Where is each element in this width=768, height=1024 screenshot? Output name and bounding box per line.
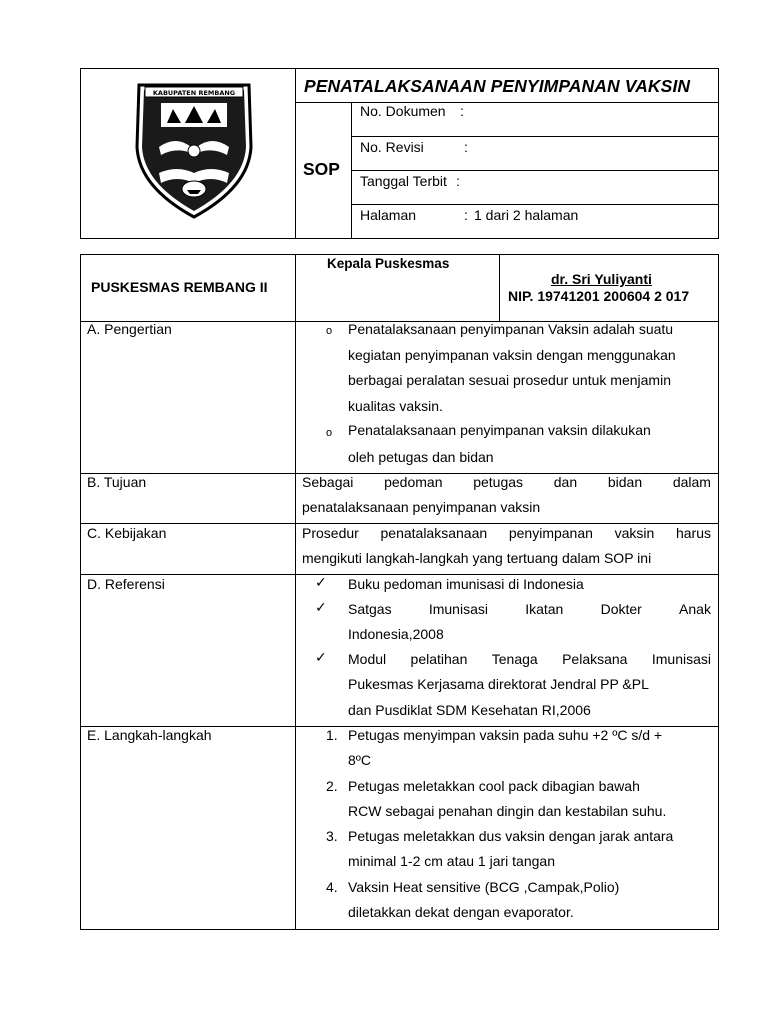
meta-sep: : [464, 207, 468, 223]
meta-sep: : [464, 139, 468, 155]
meta-sep: : [456, 173, 460, 189]
word: Anak [679, 601, 711, 617]
word: petugas [473, 474, 524, 490]
step-number: 3. [326, 828, 338, 844]
word: Satgas [348, 601, 392, 617]
meta-row-no-revisi [352, 137, 718, 171]
document-title-row [296, 69, 718, 103]
section-e-label: E. Langkah-langkah [87, 727, 212, 743]
section-c-line [302, 525, 711, 541]
svg-text:KABUPATEN REMBANG: KABUPATEN REMBANG [152, 89, 236, 97]
meta-label: Halaman [360, 207, 417, 223]
step-number: 2. [326, 778, 338, 794]
reference-item: Buku pedoman imunisasi di Indonesia [348, 576, 584, 592]
step-line: Petugas menyimpan vaksin pada suhu +2 ºC s/d + [348, 727, 663, 743]
word: pedoman [384, 474, 443, 490]
step-line: Vaksin Heat sensitive (BCG ,Campak,Polio) [348, 879, 620, 895]
sop-cell [296, 103, 352, 238]
word: dan [553, 474, 578, 490]
section-a-line: kegiatan penyimpanan vaksin dengan menggunakan [348, 347, 676, 363]
section-d-label: D. Referensi [87, 576, 165, 592]
row-divider [81, 523, 718, 524]
step-number: 4. [326, 879, 338, 895]
word: Sebagai [302, 474, 354, 490]
section-a-line: Penatalaksanaan penyimpanan vaksin dilakukan [348, 422, 651, 438]
signer-position: Kepala Puskesmas [327, 256, 450, 271]
word: pelatihan [410, 651, 468, 667]
word: dalam [672, 474, 711, 490]
word: Ikatan [525, 601, 564, 617]
section-b-label: B. Tujuan [87, 474, 147, 490]
document-header [80, 68, 719, 239]
kabupaten-rembang-emblem-icon [81, 69, 296, 238]
signature-divider [499, 255, 500, 321]
reference-item-cont: Pukesmas Kerjasama direktorat Jendral PP &PL [348, 676, 649, 692]
word: harus [675, 525, 711, 541]
meta-row-halaman [352, 205, 718, 238]
step-line: 8ºC [348, 752, 372, 768]
checkmark-icon: ✓ [315, 599, 327, 615]
reference-item-cont: dan Pusdiklat SDM Kesehatan RI,2006 [348, 702, 591, 718]
sop-content-table [80, 254, 719, 930]
reference-item-cont: Indonesia,2008 [348, 626, 444, 642]
section-a-line: oleh petugas dan bidan [348, 449, 494, 465]
step-line: diletakkan dekat dengan evaporator. [348, 904, 574, 920]
step-line: Petugas meletakkan dus vaksin dengan jarak antara [348, 828, 674, 844]
step-number: 1. [326, 727, 338, 743]
checkmark-icon: ✓ [315, 649, 327, 665]
reference-item [348, 601, 711, 617]
step-line: Petugas meletakkan cool pack dibagian bawah [348, 778, 640, 794]
checkmark-icon: ✓ [315, 574, 327, 590]
meta-label: No. Dokumen [360, 103, 446, 119]
word: penyimpanan [508, 525, 593, 541]
section-c-line: mengikuti langkah-langkah yang tertuang dalam SOP ini [302, 550, 652, 566]
reference-item [348, 651, 711, 667]
signer-name: dr. Sri Yuliyanti [551, 271, 652, 287]
meta-row-tanggal-terbit [352, 171, 718, 205]
column-divider [295, 255, 296, 929]
meta-label: No. Revisi [360, 139, 424, 155]
word: bidan [607, 474, 643, 490]
step-line: RCW sebagai penahan dingin dan kestabilan suhu. [348, 803, 667, 819]
word: vaksin [614, 525, 655, 541]
document-title: PENATALAKSANAAN PENYIMPANAN VAKSIN [304, 76, 691, 96]
document-meta [352, 103, 718, 238]
word: Imunisasi [651, 651, 711, 667]
meta-label: Tanggal Terbit [360, 173, 447, 189]
row-divider [81, 574, 718, 575]
word: Prosedur [302, 525, 359, 541]
section-c-label: C. Kebijakan [87, 525, 167, 541]
step-line: minimal 1-2 cm atau 1 jari tangan [348, 853, 555, 869]
meta-value: 1 dari 2 halaman [474, 207, 579, 223]
bullet-icon: o [326, 427, 333, 439]
section-b-line: penatalaksanaan penyimpanan vaksin [302, 499, 541, 515]
word: Pelaksana [562, 651, 628, 667]
meta-sep: : [460, 103, 464, 119]
word: penatalaksanaan [380, 525, 488, 541]
institution-name: PUSKESMAS REMBANG II [91, 279, 268, 295]
section-a-label: A. Pengertian [87, 321, 172, 337]
sop-label: SOP [303, 159, 340, 179]
section-a-line: berbagai peralatan sesuai prosedur untuk menjamin [348, 372, 671, 388]
word: Imunisasi [428, 601, 488, 617]
section-a-line: kualitas vaksin. [348, 398, 443, 414]
word: Dokter [600, 601, 642, 617]
signer-nip: NIP. 19741201 200604 2 017 [508, 288, 690, 304]
meta-row-no-dokumen [352, 103, 718, 137]
section-b-line [302, 474, 711, 490]
word: Modul [348, 651, 387, 667]
word: Tenaga [491, 651, 538, 667]
logo-cell [81, 69, 296, 238]
section-a-line: Penatalaksanaan penyimpanan Vaksin adalah suatu [348, 321, 674, 337]
bullet-icon: o [326, 325, 333, 337]
